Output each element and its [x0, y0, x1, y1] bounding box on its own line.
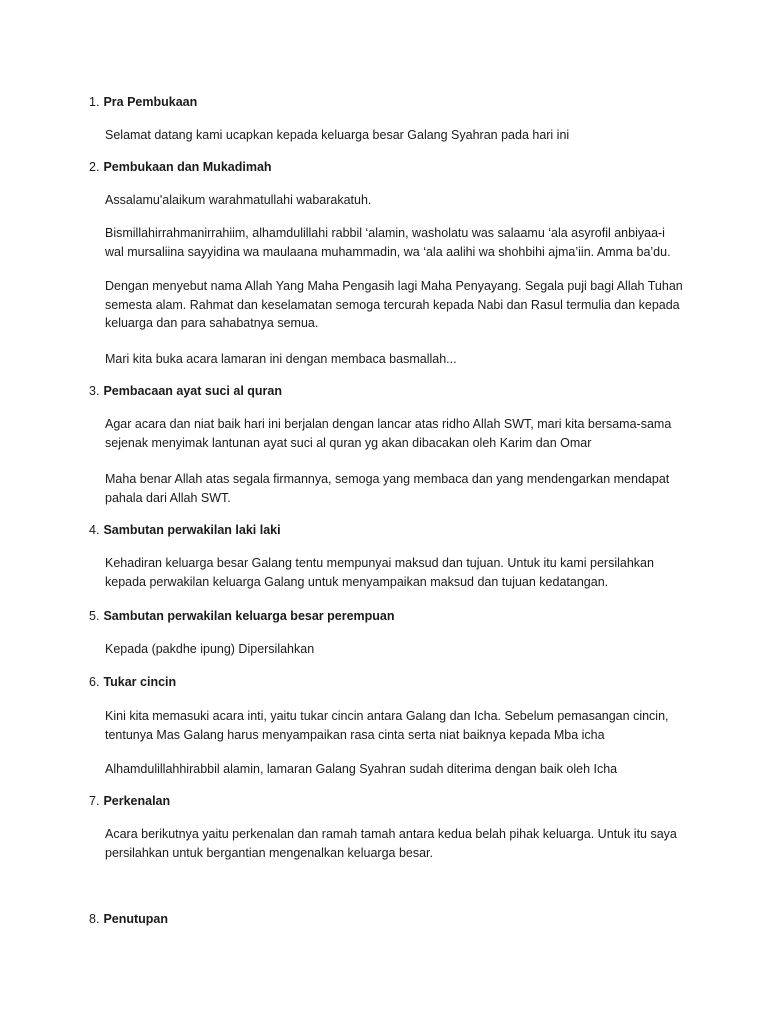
section-number: 8. [89, 912, 100, 926]
section-title: Pembukaan dan Mukadimah [103, 160, 272, 174]
section-heading [89, 522, 281, 538]
paragraph: Maha benar Allah atas segala firmannya, semoga yang membaca dan yang mendengarkan mendapat pahala dari Allah SWT. [105, 472, 670, 505]
section-heading [89, 94, 197, 110]
paragraph: Kehadiran keluarga besar Galang tentu mempunyai maksud dan tujuan. Untuk itu kami persilahkan kepada perwakilan keluarga Galang untuk menyampaikan maksud dan tujuan kedatangan. [105, 556, 654, 589]
section-title: Pembacaan ayat suci al quran [103, 384, 282, 398]
paragraph: Alhamdulillahhirabbil alamin, lamaran Galang Syahran sudah diterima dengan baik oleh Icha [105, 762, 618, 776]
section-heading [89, 793, 170, 809]
section-heading [89, 911, 168, 927]
paragraph: Agar acara dan niat baik hari ini berjalan dengan lancar atas ridho Allah SWT, mari kita bersama-sama sejenak menyimak lantunan ayat suci al quran yg akan dibacakan oleh Karim dan Omar [105, 417, 672, 450]
paragraph: Assalamu'alaikum warahmatullahi wabarakatuh. [105, 193, 372, 207]
paragraph: Selamat datang kami ucapkan kepada keluarga besar Galang Syahran pada hari ini [105, 128, 570, 142]
paragraph: Bismillahirrahmanirrahiim, alhamdulillahi rabbil ‘alamin, washolatu was salaamu ‘ala asyrofil anbiyaa-i wal mursaliina sayyidina wa maulaana muhammadin, wa ‘ala aalihi wa shohbihi ajma’iin. Amma ba’du. [105, 226, 671, 259]
section-title: Sambutan perwakilan keluarga besar perempuan [103, 609, 395, 623]
section-title: Sambutan perwakilan laki laki [103, 523, 281, 537]
section-number: 5. [89, 609, 100, 623]
paragraph: Kini kita memasuki acara inti, yaitu tukar cincin antara Galang dan Icha. Sebelum pemasangan cincin, tentunya Mas Galang harus menyampaikan rasa cinta serta niat baiknya kepada Mba icha [105, 709, 669, 742]
section-heading [89, 608, 395, 624]
section-number: 6. [89, 675, 100, 689]
section-number: 1. [89, 95, 100, 109]
section-title: Perkenalan [103, 794, 171, 808]
paragraph: Acara berikutnya yaitu perkenalan dan ramah tamah antara kedua belah pihak keluarga. Untuk itu saya persilahkan untuk bergantian mengenalkan keluarga besar. [105, 827, 677, 860]
section-title: Penutupan [103, 912, 169, 926]
section-heading [89, 159, 272, 175]
section-number: 3. [89, 384, 100, 398]
section-title: Pra Pembukaan [103, 95, 198, 109]
section-title: Tukar cincin [103, 675, 177, 689]
section-heading [89, 383, 282, 399]
paragraph: Mari kita buka acara lamaran ini dengan membaca basmallah... [105, 352, 457, 366]
section-number: 7. [89, 794, 100, 808]
section-number: 2. [89, 160, 100, 174]
section-heading [89, 674, 176, 690]
paragraph: Dengan menyebut nama Allah Yang Maha Pengasih lagi Maha Penyayang. Segala puji bagi Allah Tuhan semesta alam. Rahmat dan keselamatan semoga tercurah kepada Nabi dan Rasul termulia dan kepada keluarga dan para sahabatnya semua. [105, 279, 683, 330]
paragraph: Kepada (pakdhe ipung) Dipersilahkan [105, 642, 315, 656]
section-number: 4. [89, 523, 100, 537]
